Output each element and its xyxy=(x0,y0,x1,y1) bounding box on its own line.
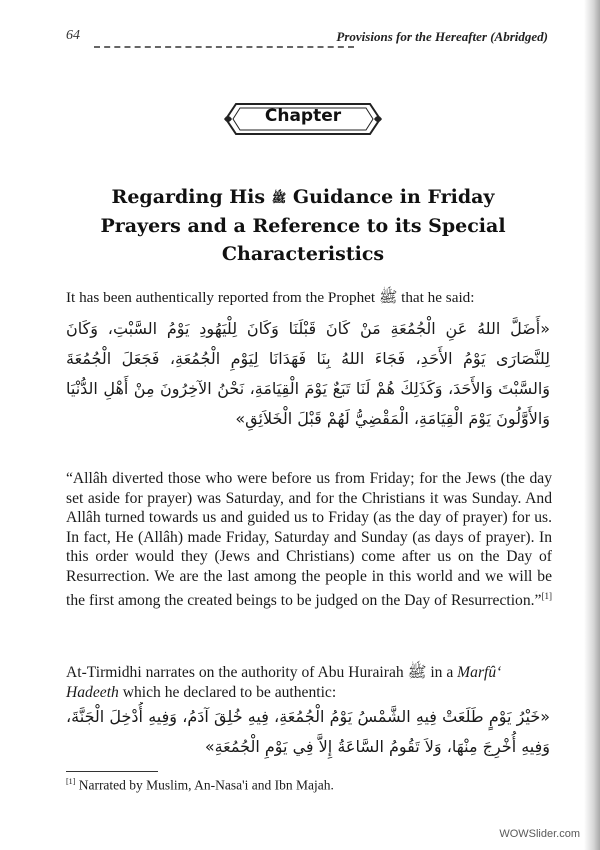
intro-paragraph xyxy=(66,288,550,308)
honorific-seal: ﷺ xyxy=(407,664,427,681)
chapter-label: Chapter xyxy=(264,106,342,126)
footnote-text: Narrated by Muslim, An-Nasa'i and Ibn Majah. xyxy=(78,777,334,793)
intro-text-end: that he said: xyxy=(401,289,475,306)
narration-text-2: in a xyxy=(430,664,454,681)
hadith-term: Marfû‘ Hadeeth xyxy=(66,664,502,701)
running-title: Provisions for the Hereafter (Abridged) xyxy=(336,29,548,44)
narration-paragraph xyxy=(66,663,552,702)
translation-text: “Allâh diverted those who were before us from Friday; for the Jews (the day set aside for prayer) was Saturday, and for the Christians it was Sunday. And Allâh turned towards us and guided us to Friday (as the day of prayer) for us. In fact, He (Allâh) made Friday, Saturday and Sunday (as days of prayer). In this order would they (Jews and Christians) come after us on the Day of Resurrection. We are the last among the people in this world and we will be the first among the created beings to be judged on the Day of Resurrection.” xyxy=(66,470,552,609)
footnote xyxy=(66,777,546,794)
honorific-seal: ﷺ xyxy=(378,289,398,306)
footnote-marker: [1] xyxy=(66,777,76,786)
honorific-seal: ﷺ xyxy=(271,191,287,205)
page-header xyxy=(66,28,548,50)
chapter-banner xyxy=(222,100,384,138)
watermark: WOWSlider.com xyxy=(499,828,580,840)
title-part2: Guidance in Friday Prayers and a Reference to its Special Characteristics xyxy=(100,186,506,265)
title-part1: Regarding His xyxy=(111,186,266,208)
narration-text-3: which he declared to be authentic: xyxy=(122,683,337,701)
footnote-reference: [1] xyxy=(541,590,552,601)
narration-text: At-Tirmidhi narrates on the authority of Abu Hurairah xyxy=(66,664,404,681)
intro-text: It has been authentically reported from the Prophet xyxy=(66,289,376,306)
chapter-title xyxy=(82,183,524,268)
hadith-arabic-text: «أَضَلَّ اللهُ عَنِ الْجُمُعَةِ مَنْ كَانَ قَبْلَنَا وَكَانَ لِلْيَهُودِ يَوْمُ السَّبْتِ، وَكَانَ لِلنَّصَارَى يَوْمُ الأَحَدِ، فَجَاءَ اللهُ بِنَا فَهَدَانَا لِيَوْمِ الْجُمُعَةِ، فَجَعَلَ الْجُمُعَةَ وَالسَّبْتَ وَالأَحَدَ، وَكَذَلِكَ هُمْ لَنَا تَبَعٌ يَوْمَ الْقِيَامَةِ، نَحْنُ الآخِرُونَ مِنْ أَهْلِ الدُّنْيَا وَالأَوَّلُونَ يَوْمَ الْقِيَامَةِ، الْمَقْضِيُّ لَهُمْ قَبْلَ الْخَلاَئِقِ» xyxy=(66,319,550,428)
hadith-arabic-text-2: «خَيْرُ يَوْمٍ طَلَعَتْ فِيهِ الشَّمْسُ يَوْمُ الْجُمُعَةِ، فِيهِ خُلِقَ آدَمُ، وَفِيهِ أُدْخِلَ الْجَنَّةَ، وَفِيهِ أُخْرِجَ مِنْهَا، وَلاَ تَقُومُ السَّاعَةُ إِلاَّ فِي يَوْمِ الْجُمُعَةِ» xyxy=(66,707,550,756)
hadith-translation xyxy=(66,469,552,610)
header-divider xyxy=(94,46,354,48)
page-edge-shadow xyxy=(584,0,600,850)
footnote-divider xyxy=(66,771,158,772)
page-number: 64 xyxy=(66,28,80,43)
